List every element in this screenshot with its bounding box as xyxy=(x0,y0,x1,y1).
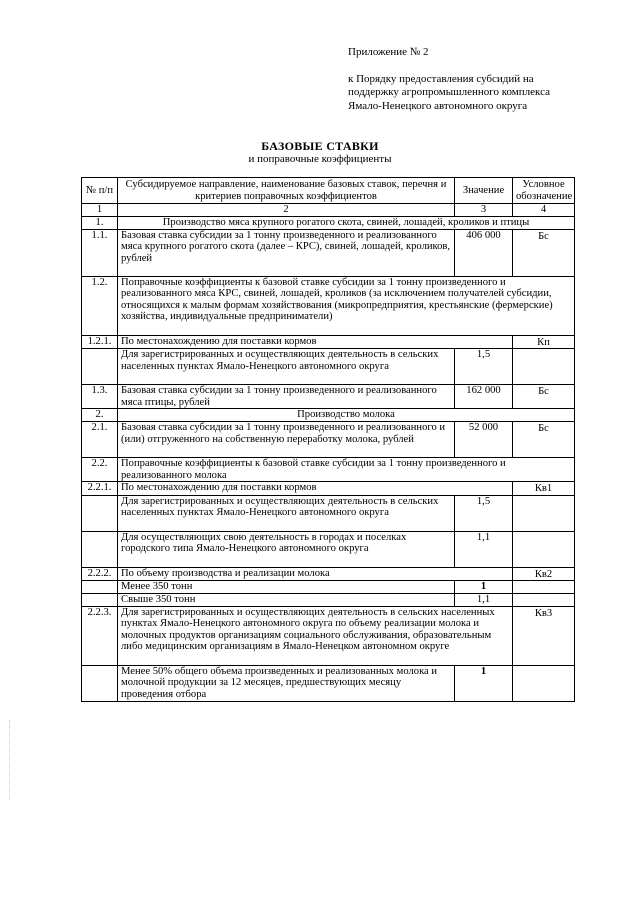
table-row xyxy=(82,665,575,701)
rates-table xyxy=(81,177,575,702)
row-text: Базовая ставка субсидии за 1 тонну произведенного и реализованного мяса птицы, рублей xyxy=(118,385,455,409)
section-title: Производство мяса крупного рогатого скота, свиней, лошадей, кроликов и птицы xyxy=(118,216,575,229)
column-number: 2 xyxy=(118,204,455,217)
table-row xyxy=(82,216,575,229)
row-num: 2.2. xyxy=(82,457,118,481)
annex-line: поддержку агропромышленного комплекса xyxy=(348,86,550,98)
row-value: 406 000 xyxy=(455,229,513,276)
document-title: БАЗОВЫЕ СТАВКИ xyxy=(261,139,379,153)
row-code: Бс xyxy=(513,229,575,276)
column-number: 3 xyxy=(455,204,513,217)
header-value: Значение xyxy=(455,178,513,204)
row-num xyxy=(82,593,118,606)
row-text: Менее 350 тонн xyxy=(118,581,455,594)
row-value: 1,5 xyxy=(455,349,513,385)
row-code xyxy=(513,349,575,385)
table-row xyxy=(82,335,575,349)
row-code: Бс xyxy=(513,385,575,409)
row-code: Кв1 xyxy=(513,482,575,496)
row-value: 162 000 xyxy=(455,385,513,409)
row-text: Для зарегистрированных и осуществляющих деятельность в сельских населенных пунктах Ямало-Ненецкого автономного округа по объему реализации молока и молочных продуктов организациям социального обслуживания, образовательным либо медицинским организациям в Ямало-Ненецком автономном округе xyxy=(118,606,513,665)
row-num: 2.1. xyxy=(82,421,118,457)
row-num: 2.2.2. xyxy=(82,567,118,581)
row-num xyxy=(82,495,118,531)
table-row xyxy=(82,276,575,335)
row-code: Бс xyxy=(513,421,575,457)
row-value: 52 000 xyxy=(455,421,513,457)
table-row xyxy=(82,349,575,385)
scan-edge-marks xyxy=(9,720,11,800)
table-row xyxy=(82,606,575,665)
table-row xyxy=(82,409,575,422)
table-row xyxy=(82,229,575,276)
row-code xyxy=(513,593,575,606)
row-code: Кв2 xyxy=(513,567,575,581)
row-num xyxy=(82,665,118,701)
table-header-row xyxy=(82,178,575,204)
row-num: 2.2.1. xyxy=(82,482,118,496)
row-num: 1.1. xyxy=(82,229,118,276)
row-value: 1 xyxy=(455,581,513,594)
row-code xyxy=(513,495,575,531)
row-code xyxy=(513,665,575,701)
row-text: Базовая ставка субсидии за 1 тонну произведенного и реализованного мяса крупного рогатого скота (далее – КРС), свиней, лошадей, кроликов, рублей xyxy=(118,229,455,276)
table-row xyxy=(82,581,575,594)
annex-line: Ямало-Ненецкого автономного округа xyxy=(348,99,528,112)
row-num xyxy=(82,531,118,567)
row-code: Кп xyxy=(513,335,575,349)
row-text: Для осуществляющих свою деятельность в городах и поселках городского типа Ямало-Ненецкого автономного округа xyxy=(118,531,455,567)
header-num: № п/п xyxy=(82,178,118,204)
row-num: 1.2. xyxy=(82,276,118,335)
column-number: 1 xyxy=(82,204,118,217)
annex-line: к Порядку предоставления субсидий на xyxy=(348,72,534,85)
row-text: По местонахождению для поставки кормов xyxy=(118,482,513,496)
row-num xyxy=(82,581,118,594)
annex-block xyxy=(348,46,550,113)
row-text: Поправочные коэффициенты к базовой ставке субсидии за 1 тонну произведенного и реализованного мяса КРС, свиней, лошадей, кроликов (за исключением получателей субсидии, относящихся к малым формам хозяйствования (микропредприятия, крестьянские (фермерские) хозяйства, индивидуальные предприниматели) xyxy=(118,276,575,335)
row-code xyxy=(513,531,575,567)
row-text: Менее 50% общего объема произведенных и реализованных молока и молочной продукции за 12 месяцев, предшествующих месяцу проведения отбора xyxy=(118,665,455,701)
row-text: Свыше 350 тонн xyxy=(118,593,455,606)
row-text: Базовая ставка субсидии за 1 тонну произведенного и реализованного и (или) отгруженного на собственную переработку молока, рублей xyxy=(118,421,455,457)
row-value: 1,1 xyxy=(455,531,513,567)
document-subtitle: и поправочные коэффициенты xyxy=(248,153,392,165)
table-row xyxy=(82,593,575,606)
row-text: Для зарегистрированных и осуществляющих деятельность в сельских населенных пунктах Ямало-Ненецкого автономного округа xyxy=(118,349,455,385)
table-row xyxy=(82,531,575,567)
row-text: По местонахождению для поставки кормов xyxy=(118,335,513,349)
row-code xyxy=(513,581,575,594)
table-row xyxy=(82,495,575,531)
header-direction: Субсидируемое направление, наименование базовых ставок, перечня и критериев поправочных коэффициентов xyxy=(118,178,455,204)
row-code: Кв3 xyxy=(513,606,575,665)
row-num: 1.2.1. xyxy=(82,335,118,349)
row-text: Для зарегистрированных и осуществляющих деятельность в сельских населенных пунктах Ямало-Ненецкого автономного округа xyxy=(118,495,455,531)
row-num xyxy=(82,349,118,385)
row-num: 2.2.3. xyxy=(82,606,118,665)
table-row xyxy=(82,482,575,496)
row-num: 1. xyxy=(82,216,118,229)
column-number: 4 xyxy=(513,204,575,217)
row-value: 1,5 xyxy=(455,495,513,531)
table-row xyxy=(82,421,575,457)
row-text: По объему производства и реализации молока xyxy=(118,567,513,581)
row-num: 2. xyxy=(82,409,118,422)
row-value: 1,1 xyxy=(455,593,513,606)
row-num: 1.3. xyxy=(82,385,118,409)
table-row xyxy=(82,385,575,409)
table-row xyxy=(82,457,575,481)
table-row xyxy=(82,567,575,581)
header-code: Условное обозначение xyxy=(513,178,575,204)
column-number-row xyxy=(82,204,575,217)
row-value: 1 xyxy=(455,665,513,701)
annex-number: Приложение № 2 xyxy=(348,46,429,58)
section-title: Производство молока xyxy=(118,409,575,422)
row-text: Поправочные коэффициенты к базовой ставке субсидии за 1 тонну произведенного и реализованного молока xyxy=(118,457,575,481)
